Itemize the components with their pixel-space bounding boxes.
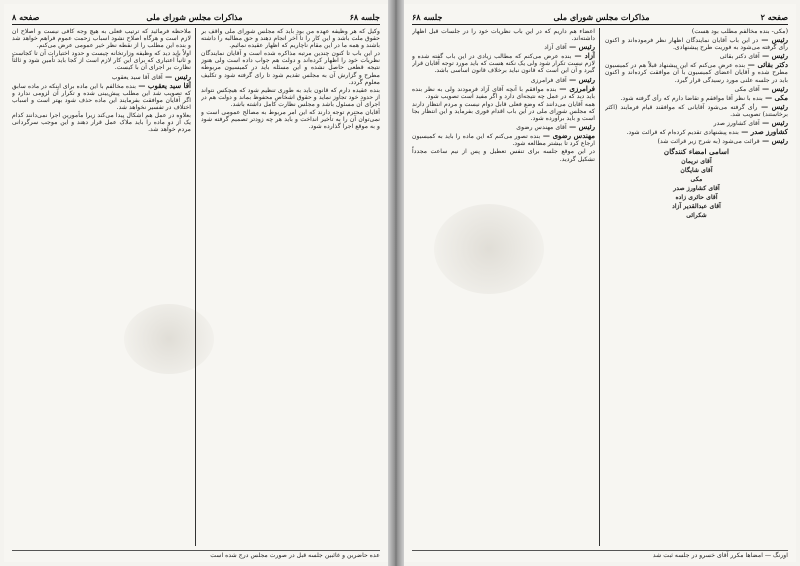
paragraph: [12, 50, 191, 71]
paragraph-text: قرائت می‌شود (به شرح زیر قرائت شد): [657, 138, 760, 146]
speaker-name: دکتر بقائی —: [745, 60, 788, 70]
paragraph-text: همه آقایان می‌دانند که وضع فعلی قابل دوام نیست و مردم انتظار دارند که مجلس شورای ملی در این باب اقدام فوری بفرماید و این انتظار بجا است و باید برآورده شود.: [412, 100, 595, 123]
speaker-name: مکی —: [762, 92, 788, 102]
paragraph: [605, 61, 788, 83]
paragraph-text: بنده عرض می‌کنم که این پیشنهاد قبلاً هم در کمیسیون مطرح شده و آقایان اعضای کمیسیون با آن موافقت کرده‌اند و اکنون باید در جلسه علنی مورد رسیدگی قرار گیرد.: [605, 62, 788, 84]
paragraph: [412, 76, 595, 84]
left-page-header: [12, 10, 380, 25]
text-column: [605, 28, 788, 546]
right-header-left: جلسه ۶۸: [412, 12, 443, 22]
paragraph: [412, 148, 595, 162]
paragraph-text: رأی گرفته می‌شود آقایانی که موافقند قیام فرمایند (اکثر برخاستند) تصویب شد.: [605, 103, 788, 118]
right-page-columns: [412, 28, 788, 546]
paragraph: [605, 52, 788, 60]
signatory-name: آقای کشاورز صدر: [673, 185, 720, 193]
paragraph: [605, 28, 788, 35]
paragraph: [201, 87, 380, 108]
paragraph-text: بنده عرض می‌کنم که مطالب زیادی در این باب گفته شده و لازم نیست تکرار شود ولی یک نکته هست که باید مورد توجه آقایان قرار گیرد و آن این است که قانون نباید برخلاف قانون اساسی باشد.: [412, 53, 595, 75]
signatory-name: شکرائی: [686, 212, 707, 220]
paragraph: [412, 123, 595, 131]
speaker-name: فرامرزی —: [556, 83, 595, 93]
paragraph-text: بنده تصور می‌کنم که این ماده را باید به کمیسیون ارجاع کرد تا بیشتر مطالعه شود.: [412, 133, 595, 148]
paragraph: [605, 137, 788, 145]
right-page: [404, 4, 796, 562]
paragraph-text: اولاً باید دید که وظیفه وزارتخانه چیست و حدود اختیارات آن تا کجاست و ثانیاً اعتباری که برای این کار لازم است از کجا باید تأمین شود و ثالثاً نظارت بر اجرای آن با کیست.: [12, 50, 191, 72]
paragraph-text: آقای دکتر بقائی: [719, 53, 760, 61]
speaker-name: رئیس —: [759, 51, 788, 61]
text-column: [412, 28, 595, 546]
paragraph-text: آقایان محترم توجه دارند که این امر مربوط به مصالح عمومی است و نمی‌توان آن را به تأخیر انداخت و باید هر چه زودتر تصمیم گرفته شود و به موقع اجرا گذارده شود.: [201, 109, 380, 131]
signatory-name: آقای شایگان: [680, 167, 713, 175]
paragraph: [201, 109, 380, 130]
speaker-name: رئیس —: [757, 101, 788, 111]
paragraph: [412, 132, 595, 147]
paragraph: [605, 94, 788, 102]
paragraph-text: ملاحظه فرمائید که ترتیب فعلی به هیچ وجه کافی نیست و اصلاح آن لازم است و هرگاه اصلاح نشود اسباب زحمت عموم فراهم خواهد شد و بنده این مطلب را از نقطه نظر خیر عمومی عرض می‌کنم.: [12, 28, 191, 50]
speaker-name: مهندس رضوی —: [540, 131, 595, 141]
signatory-name: آقای حائری زاده: [675, 194, 718, 202]
paragraph-text: در این باب آقایان نمایندگان اظهار نظر فرموده‌اند و اکنون رأی گرفته می‌شود به فوریت طرح پیشنهادی.: [605, 37, 788, 52]
paragraph: [605, 36, 788, 51]
text-column: [12, 28, 191, 546]
left-header-left: صفحه ۸: [12, 12, 40, 22]
speaker-name: رئیس —: [759, 118, 788, 128]
right-header-center: مذاکرات مجلس شورای ملی: [553, 12, 650, 22]
paragraph-text: آقای فرامرزی: [530, 76, 567, 84]
left-page-footer: عده حاضرین و غائبین جلسه قبل در صورت مجلس درج شده است: [12, 550, 380, 559]
paragraph-text: بنده موافقم با آنچه آقای آزاد فرمودند ولی به نظر بنده باید دید که در عمل چه نتیجه‌ای دارد و اگر مفید است تصویب شود.: [412, 85, 595, 100]
left-page: [4, 4, 388, 562]
paragraph-text: آقای مهندس رضوی: [516, 124, 567, 132]
paragraph: [12, 82, 191, 111]
paragraph-text: در این موقع جلسه برای تنفس تعطیل و پس از نیم ساعت مجدداً تشکیل گردید.: [412, 148, 595, 163]
paragraph-text: در این باب تا کنون چندین مرتبه مذاکره شده است و آقایان نمایندگان نظریات خود را اظهار کرده‌اند و دولت هم جواب داده است ولی هنوز نتیجه قطعی حاصل نشده و این مسئله باید در کمیسیون مربوطه مطرح و گزارش آن به مجلس تقدیم شود تا رای گرفته شود و تکلیف معلوم گردد.: [201, 50, 380, 86]
paragraph-text: آقای کشاورز صدر: [713, 120, 760, 128]
paragraph-text: آقای مکی: [734, 85, 760, 93]
paragraph: [12, 28, 191, 49]
speaker-name: رئیس —: [759, 136, 788, 146]
paragraph-text: آقای آزاد: [544, 44, 567, 52]
paragraph-text: بنده با نظر آقا موافقم و تقاضا دارم که رأی گرفته شود.: [620, 94, 763, 102]
paragraph: [201, 50, 380, 85]
paragraph: [412, 52, 595, 74]
speaker-name: رئیس —: [566, 122, 595, 132]
speaker-name: رئیس —: [566, 74, 595, 84]
paragraph: [605, 119, 788, 127]
paragraph-text: وکیل که هر وظیفه عهده من بود باید که مجلس شورای ملی واقف بر حقوق ملت باشد و این کار را تا آخر انجام دهند و حق مطالبه را داشته باشند و همه ما در این مقام ناچاریم که اظهار عقیده نمائیم.: [201, 28, 380, 50]
paragraph-text: آقای آقا سید یعقوب: [111, 73, 163, 81]
speaker-name: رئیس —: [759, 83, 788, 93]
right-page-header: [412, 10, 788, 25]
speaker-name: رئیس —: [162, 71, 191, 81]
signatory-name: آقای نریمان: [681, 158, 712, 166]
paragraph-text: بنده عقیده دارم که قانون باید به طوری تنظیم شود که هیچکس نتواند از حدود خود تجاوز نماید و حقوق اشخاص محفوظ بماند و دولت هم در اجرای آن مسئول باشد و مجلس نظارت کامل داشته باشد.: [201, 86, 380, 108]
paragraph: [201, 28, 380, 49]
speaker-name: رئیس —: [566, 42, 595, 52]
paragraph-text: بعلاوه در عمل هم اشکال پیدا می‌کند زیرا مأمورین اجرا نمی‌دانند کدام یک از دو ماده را باید ملاک عمل قرار دهند و این موجب سرگردانی مردم خواهد شد.: [12, 112, 191, 134]
paragraph: [412, 43, 595, 51]
speaker-name: آقا سید یعقوب —: [135, 80, 191, 90]
paragraph-text: بنده مخالفم با این ماده برای اینکه در ماده سابق که تصویب شد این مطلب پیش‌بینی شده و تکرار آن لزومی ندارد و اگر آقایان موافقت بفرمایند این ماده حذف شود بهتر است و اسباب اختلاف در تفسیر نخواهد شد.: [12, 82, 191, 111]
signatory-list: [605, 157, 788, 220]
speaker-name: آزاد —: [571, 51, 595, 61]
paragraph-text: بنده پیشنهادی تقدیم کرده‌ام که قرائت شود.: [626, 129, 739, 137]
paragraph: [605, 128, 788, 136]
speaker-name: کشاورز صدر —: [738, 127, 788, 137]
signatory-name: آقای عبدالقدیر آزاد: [672, 203, 721, 211]
left-header-right: جلسه ۶۸: [349, 12, 380, 22]
paragraph: [605, 85, 788, 93]
column-divider: [599, 28, 600, 546]
paragraph: [12, 73, 191, 81]
paragraph-text: اعضاء هم داریم که در این باب نظریات خود را در جلسات قبل اظهار داشته‌اند.: [412, 28, 595, 43]
right-page-footer: اورنگ — امضاها مکرر آقای خسرو در جلسه ثبت شد: [412, 550, 788, 559]
speaker-name: رئیس —: [758, 35, 788, 45]
right-header-right: صفحه ۲: [760, 12, 788, 22]
signatory-name: مکی: [690, 176, 703, 184]
book-gutter: [388, 0, 404, 566]
paragraph: [12, 112, 191, 133]
paragraph: [412, 28, 595, 42]
column-divider: [195, 28, 196, 546]
paragraph: [412, 85, 595, 100]
text-column: [201, 28, 380, 546]
section-subhead: اسامی امضاء کنندگان: [663, 147, 730, 157]
left-header-center: مذاکرات مجلس شورای ملی: [146, 12, 243, 22]
paragraph: [605, 103, 788, 118]
paragraph: [412, 101, 595, 122]
left-page-columns: [12, 28, 380, 546]
paragraph-text: (مکی- بنده مخالفم مطلب بود هست): [691, 28, 788, 35]
